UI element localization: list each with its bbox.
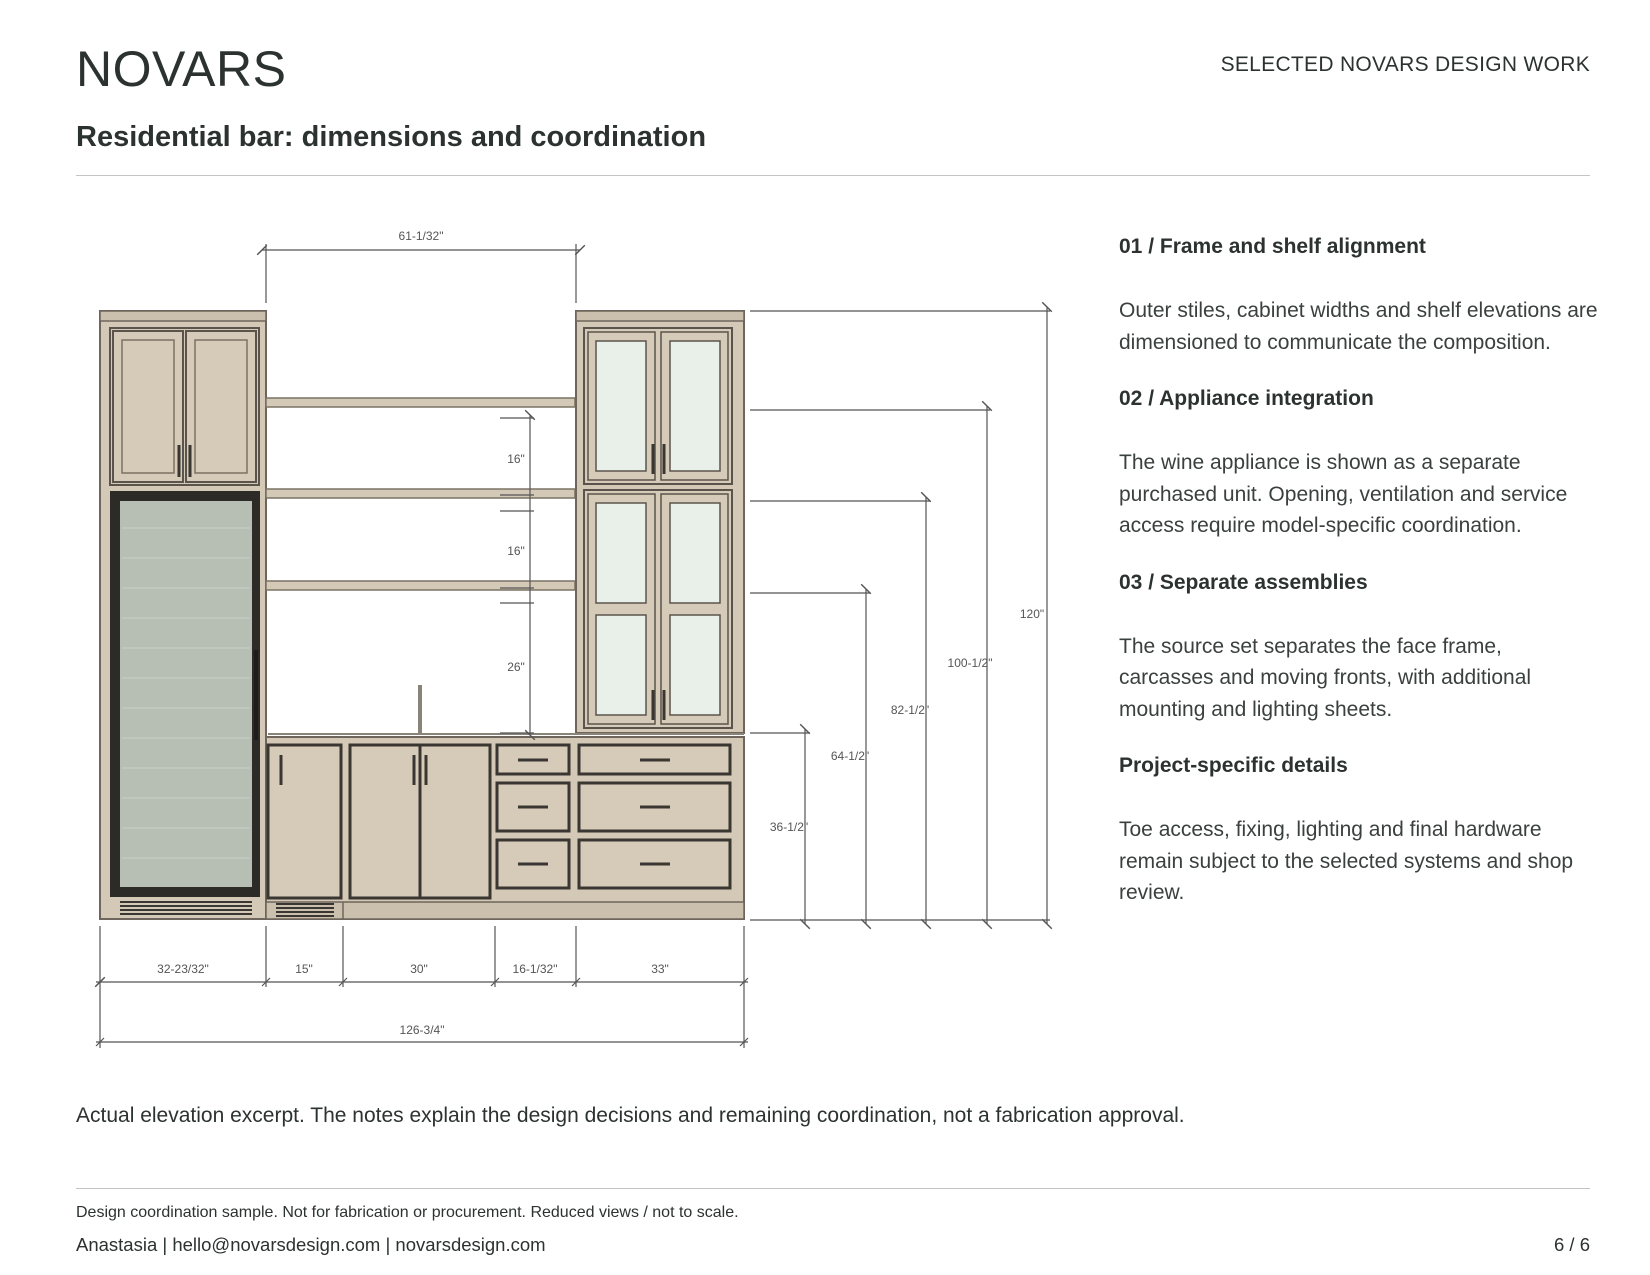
header-divider bbox=[76, 175, 1590, 176]
note-body: Toe access, fixing, lighting and final hardware remain subject to the selected systems and shop review. bbox=[1119, 818, 1574, 904]
series-label: SELECTED NOVARS DESIGN WORK bbox=[1220, 53, 1590, 76]
dim-height-64: 64-1/2" bbox=[830, 749, 870, 763]
footer-disclaimer: Design coordination sample. Not for fabrication or procurement. Reduced views / not to scale. bbox=[76, 1204, 739, 1221]
footer-divider bbox=[76, 1188, 1590, 1189]
page-number: 6 / 6 bbox=[1554, 1234, 1590, 1255]
design-notes bbox=[1119, 232, 1599, 935]
dim-height-100: 100-1/2" bbox=[947, 656, 993, 670]
note-body: The wine appliance is shown as a separate purchased unit. Opening, ventilation and service access require model-specific coordination. bbox=[1119, 451, 1568, 537]
wine-fridge bbox=[110, 491, 260, 914]
page-title: Residential bar: dimensions and coordination bbox=[76, 121, 707, 153]
dim-height-82: 82-1/2" bbox=[890, 703, 930, 717]
dim-height-120: 120" bbox=[1019, 607, 1045, 621]
open-shelves bbox=[266, 398, 575, 590]
dim-shelf-1: 16" bbox=[507, 452, 525, 466]
dim-top-width: 61-1/32" bbox=[398, 229, 444, 243]
note-title: 03 / Separate assemblies bbox=[1119, 570, 1368, 594]
right-glass-cabinet bbox=[576, 311, 744, 733]
note-body: Outer stiles, cabinet widths and shelf elevations are dimensioned to communicate the composition. bbox=[1119, 299, 1598, 354]
dim-width-33: 33" bbox=[651, 962, 669, 976]
dim-shelf-3: 26" bbox=[507, 660, 525, 674]
dim-width-16: 16-1/32" bbox=[512, 962, 558, 976]
brand-logo: NOVARS bbox=[76, 41, 287, 97]
dim-shelf-2: 16" bbox=[507, 544, 525, 558]
bar-elevation-drawing bbox=[80, 210, 1070, 1060]
dim-height-36: 36-1/2" bbox=[769, 820, 809, 834]
dim-width-15: 15" bbox=[295, 962, 313, 976]
dim-width-fridge: 32-23/32" bbox=[157, 962, 209, 976]
note-title: 02 / Appliance integration bbox=[1119, 387, 1374, 410]
note-body: The source set separates the face frame, carcasses and moving fronts, with additional mounting and lighting sheets. bbox=[1119, 634, 1532, 721]
footer-contact: Anastasia | hello@novarsdesign.com | novarsdesign.com bbox=[76, 1234, 546, 1255]
dim-width-30: 30" bbox=[410, 962, 428, 976]
note-title: 01 / Frame and shelf alignment bbox=[1119, 235, 1426, 258]
figure-caption: Actual elevation excerpt. The notes explain the design decisions and remaining coordination, not a fabrication approval. bbox=[76, 1104, 1185, 1127]
dim-overall-width: 126-3/4" bbox=[399, 1023, 445, 1037]
note-title: Project-specific details bbox=[1119, 754, 1348, 777]
